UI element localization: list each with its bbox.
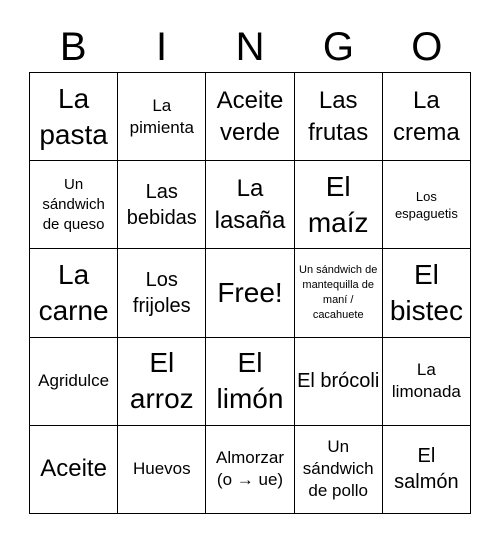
header-letter-n: N	[235, 25, 265, 69]
bingo-cell[interactable]	[206, 426, 294, 514]
bingo-cell[interactable]	[295, 338, 383, 426]
bingo-card	[29, 72, 471, 514]
header-letter-g: G	[322, 25, 354, 69]
bingo-cell[interactable]	[30, 161, 118, 249]
free-space-label: Free!	[217, 276, 283, 308]
bingo-cell[interactable]	[118, 426, 206, 514]
bingo-cell[interactable]	[118, 338, 206, 426]
bingo-cell[interactable]	[206, 338, 294, 426]
header-letter-b: B	[59, 25, 87, 69]
bingo-cell[interactable]	[206, 73, 294, 161]
cell-text: La limonada	[391, 360, 461, 402]
bingo-header	[29, 22, 471, 72]
header-letter-i: I	[156, 25, 168, 69]
cell-text: Los espaguetis	[394, 188, 458, 221]
cell-text: Agridulce	[38, 371, 110, 391]
cell-text: Un sándwich de queso	[42, 175, 105, 233]
cell-text: La lasaña	[214, 174, 286, 234]
bingo-cell[interactable]	[118, 249, 206, 337]
cell-text: Almorzar (o → ue)	[215, 448, 284, 490]
bingo-cell[interactable]	[118, 161, 206, 249]
cell-text: El maíz	[307, 170, 369, 238]
bingo-cell[interactable]	[295, 249, 383, 337]
bingo-cell[interactable]	[118, 73, 206, 161]
cell-text: La crema	[393, 86, 460, 146]
bingo-cell[interactable]	[383, 426, 471, 514]
free-space-cell[interactable]	[206, 249, 294, 337]
cell-text: La pasta	[39, 82, 108, 150]
bingo-cell[interactable]	[295, 426, 383, 514]
bingo-cell[interactable]	[383, 249, 471, 337]
cell-text: Aceite	[40, 455, 107, 483]
cell-text: El brócoli	[297, 370, 380, 393]
bingo-cell[interactable]	[295, 161, 383, 249]
cell-text: La carne	[38, 258, 109, 326]
cell-text: El bistec	[389, 258, 463, 326]
bingo-cell[interactable]	[383, 73, 471, 161]
bingo-cell[interactable]	[30, 338, 118, 426]
cell-text: Huevos	[132, 459, 191, 479]
bingo-cell[interactable]	[30, 249, 118, 337]
header-letter-o: O	[411, 25, 443, 69]
cell-text: El salmón	[394, 445, 459, 494]
cell-text: Las frutas	[308, 86, 369, 146]
cell-text: El arroz	[129, 347, 194, 415]
bingo-cell[interactable]	[206, 161, 294, 249]
bingo-cell[interactable]	[383, 161, 471, 249]
bingo-cell[interactable]	[30, 426, 118, 514]
cell-text: La pimienta	[129, 95, 194, 137]
cell-text: Aceite verde	[216, 86, 284, 146]
bingo-cell[interactable]	[30, 73, 118, 161]
bingo-cell[interactable]	[383, 338, 471, 426]
cell-text: Las bebidas	[126, 180, 197, 229]
cell-text: Los frijoles	[132, 268, 191, 317]
cell-text: El limón	[216, 347, 284, 415]
cell-text: Un sándwich de pollo	[302, 437, 374, 501]
cell-text: Un sándwich de mantequilla de maní / cacahuete	[299, 263, 378, 321]
bingo-cell[interactable]	[295, 73, 383, 161]
